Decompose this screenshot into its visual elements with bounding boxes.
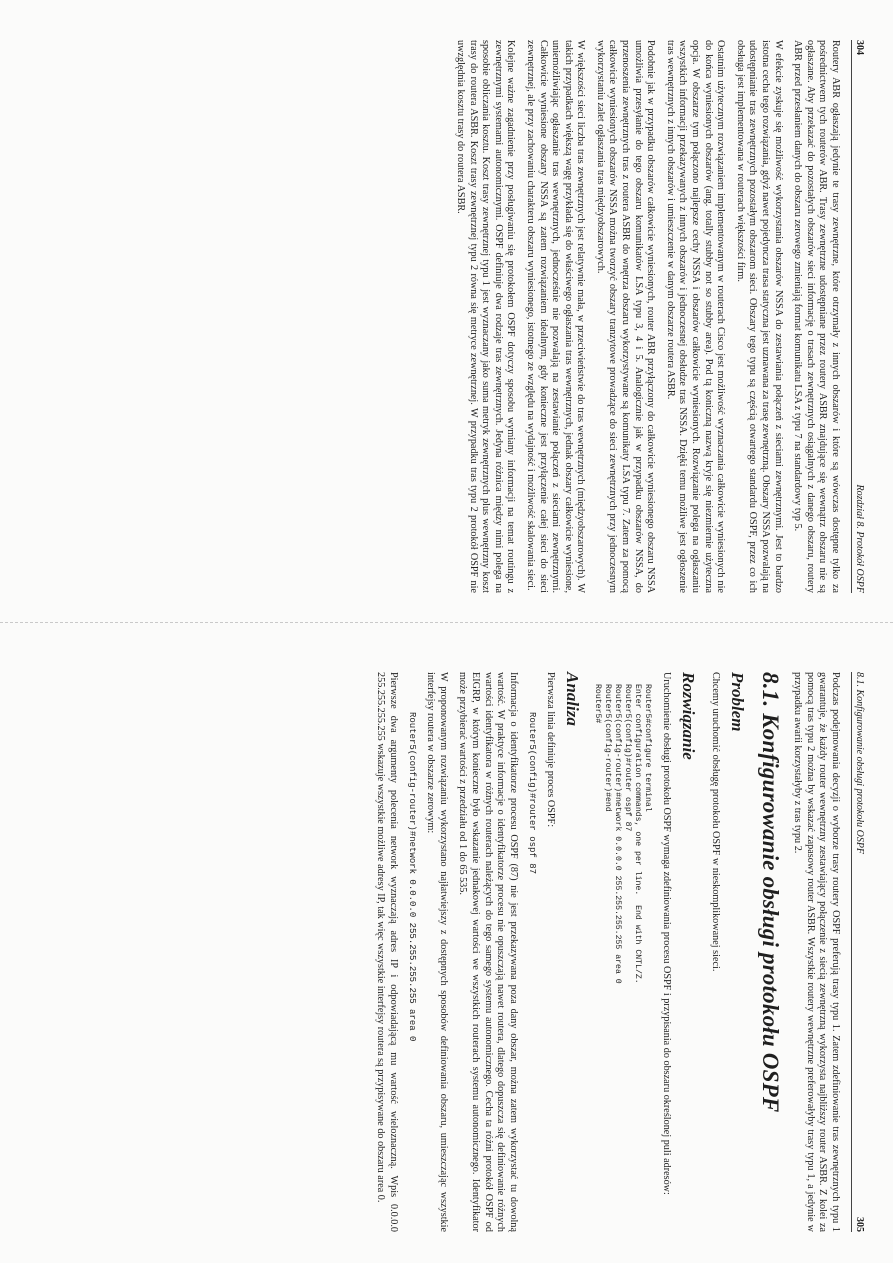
solution-heading: Rozwiązanie (679, 672, 699, 760)
analysis-heading: Analiza (563, 672, 583, 726)
book-page-right (375, 632, 893, 1262)
running-header (851, 40, 865, 593)
body-paragraph: Ostatnim użytecznym rozwiązaniem implementowanym w routerach Cisco jest możliwość wyznaczania całkowicie wyniesionych nie do końca wyniesionych obszarów (ang. totally stubby not so stubby area). Pod tą koniczną nazwą kryje się niezmiernie użyteczna opcja. W obszarze tym połączono najlepsze cechy NSSA i obszarów całkowicie wyniesionych. Rozwiązanie polega na ogłaszaniu wszystkich informacji przekazywanych z innych obszarów i jednoczesnej obsłudze tras NSSA. Dzięki temu możliwe jest ogłoszenie tras wewnętrznych z innych obszarów i umieszczenie w danym obszarze routera ASBR. (664, 40, 727, 593)
body-paragraph: Pierwsza linia definiuje proces OSPF: (545, 672, 557, 828)
running-header (851, 672, 865, 1232)
body-paragraph: Routery ABR ogłaszają jedynie te trasy zewnętrzne, które otrzymały z innych obszarów i które są wówczas dostępne tylko za pośrednictwem tych routerów ABR. Trasy zewnętrzne udostępniane przez routery ASBR znajdujące się wewnątrz obszaru nie są ogłaszane. Aby przekazać do pozostałych obszarów sieci informację o trasach zewnętrznych osiągalnych z danego obszaru, routery ABR przed przesłaniem danych do obszaru zerowego zmieniają format komunikatu LSA z typu 7 na standardowy typ 5. (792, 40, 841, 593)
page-number: 305 (854, 1217, 865, 1232)
body-paragraph: W większości sieci liczba tras zewnętrznych jest relatywnie mała, w przeciwieństwie do tras wewnętrznych (międzyobszarowych). W takich przypadkach większą wagę przykłada się do właściwego ogłaszania tras wewnętrznych, jednak obszary całkowicie wyniesione, uniemożliwiając ogłaszanie tras wewnętrznych, jednocześnie nie pozwalają na zestawianie połączeń z sieciami zewnętrznymi. Całkowicie wyniesione obszary NSSA są zatem rozwiązaniem idealnym, gdy konieczne jest przyłączenie całej sieci do sieci zewnętrznej, ale przy zachowaniu charakteru obszaru wyniesionego, istotnego ze względu na wydajność i możliwość skalowania sieci. (524, 40, 587, 593)
body-paragraph: Pierwsze dwa argumenty polecenia network wyznaczają adres IP i odpowiadającą mu wartość wieloznaczną. Wpis 0.0.0.0 255.255.255.255 wskazuje wszystkie możliwe adresy IP, tak więc wszystkie interfejsy routera są przypisywane do obszaru area 0. (375, 672, 399, 1232)
body-paragraph: W efekcie zyskuje się możliwość wykorzystania obszarów NSSA do zestawiania połączeń z sieciami zewnętrznymi. Jest to bardzo istotna cecha tego rozwiązania, gdyż nawet pojedyncza trasa statyczna jest uznawana za trasę zewnętrzną. Obszary NSSA pozwalają na udostępnianie tras zewnętrznych pozostałym obszarom sieci. Obszary tego typu są częścią otwartego standardu OSPF, przez co ich obsługa jest implementowana w routerach większości firm. (734, 40, 784, 593)
body-paragraph: Podczas podejmowania decyzji o wyborze trasy routery OSPF preferują trasy typu 1. Zatem zdefiniowanie tras zewnętrznych typu 1 gwarantuje, że każdy router wewnętrzny zestawiający połączenie z siecią zewnętrzną wykorzysta najbliższy router ASBR. Z kolei za pomocą tras typu 2 można by wskazać zapasowy router ASBR. Wszystkie routery wewnętrzne preferowałyby trasy typu 1, a jedynie w przypadku awarii korzystałyby z tras typu 2. (792, 672, 841, 1232)
code-line: Router5(config)#router ospf 87 (526, 712, 537, 875)
page-number: 304 (854, 40, 865, 55)
section-heading: 8.1. Konfigurowanie obsługi protokołu OSPF (757, 672, 783, 1113)
code-line: Router5(config-router)#network 0.0.0.0 255.255.255.255 area 0 (406, 712, 417, 1042)
body-paragraph: Informacja o identyfikatorze procesu OSPF (87) nie jest przekazywana poza dany obszar, można zatem wykorzystać tu dowolną wartość. W praktyce informacje o identyfikatorze procesu nie opuszczają nawet routera, dlatego dopuszcza się definiowanie różnych wartości identyfikatora w różnych routerach należących do tego samego systemu autonomicznego. Cecha ta różni protokół OSPF od EIGRP, w którym konieczne było wskazanie jednakowej wartości we wszystkich routerach systemu autonomicznego. Identyfikator może przybierać wartości z przedziału od 1 do 65 535. (457, 672, 519, 1232)
problem-heading: Problem (727, 672, 747, 732)
chapter-title: Rozdział 8. Protokół OSPF (854, 484, 865, 593)
section-title: 8.1. Konfigurowanie obsługi protokołu OSPF (854, 672, 865, 855)
code-listing: Router5#configure terminal Enter configuration commands, one per line. End with CNTL/Z. Router5(config)#router ospf 87 Router5(config-router)#network 0.0.0.0 255.255.255.255 area 0 Router5(config-router)#end Router5# (593, 684, 653, 984)
problem-text: Chcemy uruchomić obsługę protokołu OSPF w nieskomplikowanej sieci. (709, 672, 721, 972)
solution-text: Uruchomienie obsługi protokołu OSPF wymaga zdefiniowania procesu OSPF i przypisania do obszaru określonej puli adresów: (661, 672, 673, 1195)
body-paragraph: Kolejne ważne zagadnienie przy posługiwaniu się protokołem OSPF dotyczy sposobu wymiany informacji na temat routingu z zewnętrznymi systemami autonomicznymi. OSPF definiuje dwa rodzaje tras zewnętrznych. Jedyna różnica między nimi polega na sposobie obliczania kosztu. Koszt trasy zewnętrznej typu 1 jest wyznaczany jako suma metryk zewnętrznych plus wewnętrzny koszt trasy do routera ASBR. Koszt trasy zewnętrznej typu 2 równa się metryce zewnętrznej. W przypadku tras typu 2 protokół OSPF nie uwzględnia kosztu trasy do routera ASBR. (454, 40, 517, 593)
book-page-left (447, 0, 893, 623)
body-paragraph: W proponowanym rozwiązaniu wykorzystano najłatwiejszy z dostępnych sposobów definiowania obszaru, umieszczając wszystkie interfejsy routera w obszarze zerowym: (425, 672, 449, 1232)
body-paragraph: Podobnie jak w przypadku obszarów całkowicie wyniesionych, router ABR przyłączony do całkowicie wyniesionego obszaru NSSA umożliwia przesyłanie do tego obszaru komunikatów LSA typu 3, 4 i 5. Analogicznie jak w przypadku obszarów NSSA, do przenoszenia zewnętrznych tras z routera ASBR do wnętrza obszaru wykorzystywane są komunikaty LSA typu 7. Zatem za pomocą całkowicie wyniesionych obszarów NSSA można tworzyć obszary tranzytowe prowadzące do sieci zewnętrznych przy jednoczesnym wykorzystaniu zalet ogłaszania tras międzyobszarowych. (594, 40, 657, 593)
